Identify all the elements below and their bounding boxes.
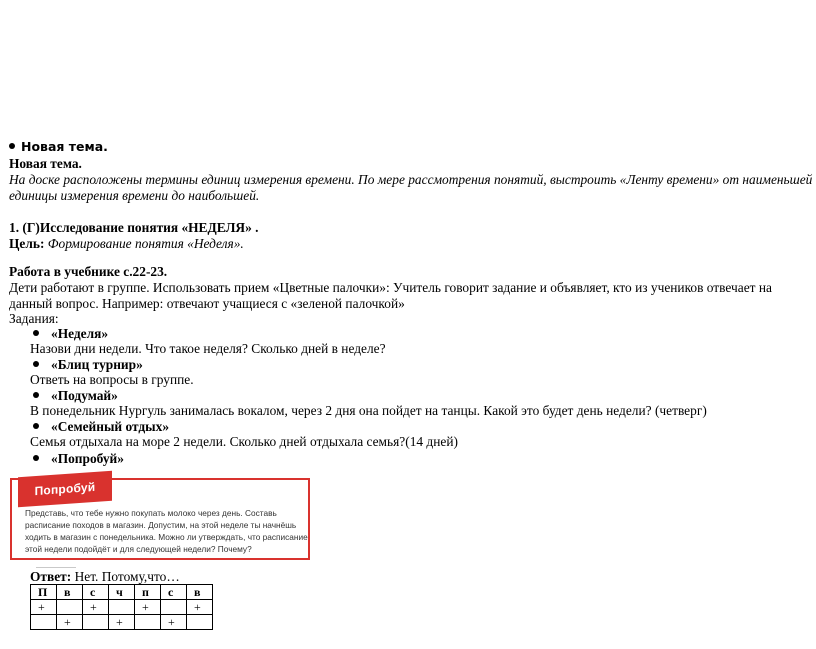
table-cell [187,615,213,630]
table-row [31,615,213,630]
table-cell: + [135,600,161,615]
task-text: Семья отдыхала на море 2 недели. Сколько дней отдыхала семья?(14 дней) [30,434,458,449]
table-header-cell: с [83,585,109,600]
task-text: В понедельник Нургуль занималась вокалом, через 2 дня она пойдет на танцы. Какой это будет день недели? (четверг) [30,403,707,418]
table-header-cell: в [187,585,213,600]
table-cell: + [83,600,109,615]
textbook-line: расписание походов в магазин. Допустим, на этой неделе ты начнёшь [25,520,297,530]
table-header-cell: в [57,585,83,600]
bullet-icon [33,423,39,429]
task-title: «Неделя» [33,326,108,342]
task-text: Назови дни недели. Что такое неделя? Сколько дней в неделе? [30,341,386,356]
table-cell [109,600,135,615]
answer-line [30,569,180,585]
table-cell [31,615,57,630]
schedule-table [30,584,213,630]
work-line-2: данный вопрос. Например: отвечают учащиеся с «зеленой палочкой» [9,296,405,311]
intro-line-2: единицы измерения времени до наибольшей. [9,188,260,203]
page-title: Новая тема. [9,156,82,171]
bullet-icon [33,361,39,367]
bullet-title [9,139,108,155]
task-title: «Семейный отдых» [33,419,169,435]
table-cell [83,615,109,630]
table-header-cell: ч [109,585,135,600]
textbook-line: Представь, что тебе нужно покупать молоко через день. Составь [25,508,277,518]
task-title: «Блиц турнир» [33,357,143,373]
section-heading: 1. (Г)Исследование понятия «НЕДЕЛЯ» . [9,220,259,235]
table-cell [57,600,83,615]
textbook-tag: Попробуй [18,471,112,508]
goal-label: Цель: [9,236,45,251]
intro-line-1: На доске расположены термины единиц измерения времени. По мере рассмотрения понятий, выстроить «Ленту времени» от наименьшей [9,172,813,187]
goal-text: Формирование понятия «Неделя». [47,236,244,251]
answer-label: Ответ: [30,569,72,584]
goal-line [9,236,244,252]
scan-divider [36,567,76,568]
table-cell: + [109,615,135,630]
textbook-line: ходить в магазин с понедельника. Можно ли утверждать, что расписание [25,532,308,542]
table-row [31,600,213,615]
task-text: Ответь на вопросы в группе. [30,372,194,387]
table-header-cell: П [31,585,57,600]
bullet-icon [33,392,39,398]
tasks-label: Задания: [9,311,59,326]
bullet-title-text: Новая тема. [21,139,108,154]
textbook-line: этой недели подойдёт и для следующей недели? Почему? [25,544,252,554]
table-cell: + [57,615,83,630]
table-header-row [31,585,213,600]
textbook-text [25,507,307,555]
table-cell [161,600,187,615]
table-cell [135,615,161,630]
answer-text: Нет. Потому,что… [74,569,180,584]
bullet-icon [9,143,15,149]
table-header-cell: с [161,585,187,600]
task-title: «Попробуй» [33,451,124,467]
task-title: «Подумай» [33,388,118,404]
bullet-icon [33,330,39,336]
bullet-icon [33,455,39,461]
work-line-1: Дети работают в группе. Использовать прием «Цветные палочки»: Учитель говорит задание и объявляет, кто из учеников отвечает на [9,280,772,295]
table-header-cell: п [135,585,161,600]
table-cell: + [31,600,57,615]
table-cell: + [187,600,213,615]
table-cell: + [161,615,187,630]
work-heading: Работа в учебнике с.22-23. [9,264,168,279]
